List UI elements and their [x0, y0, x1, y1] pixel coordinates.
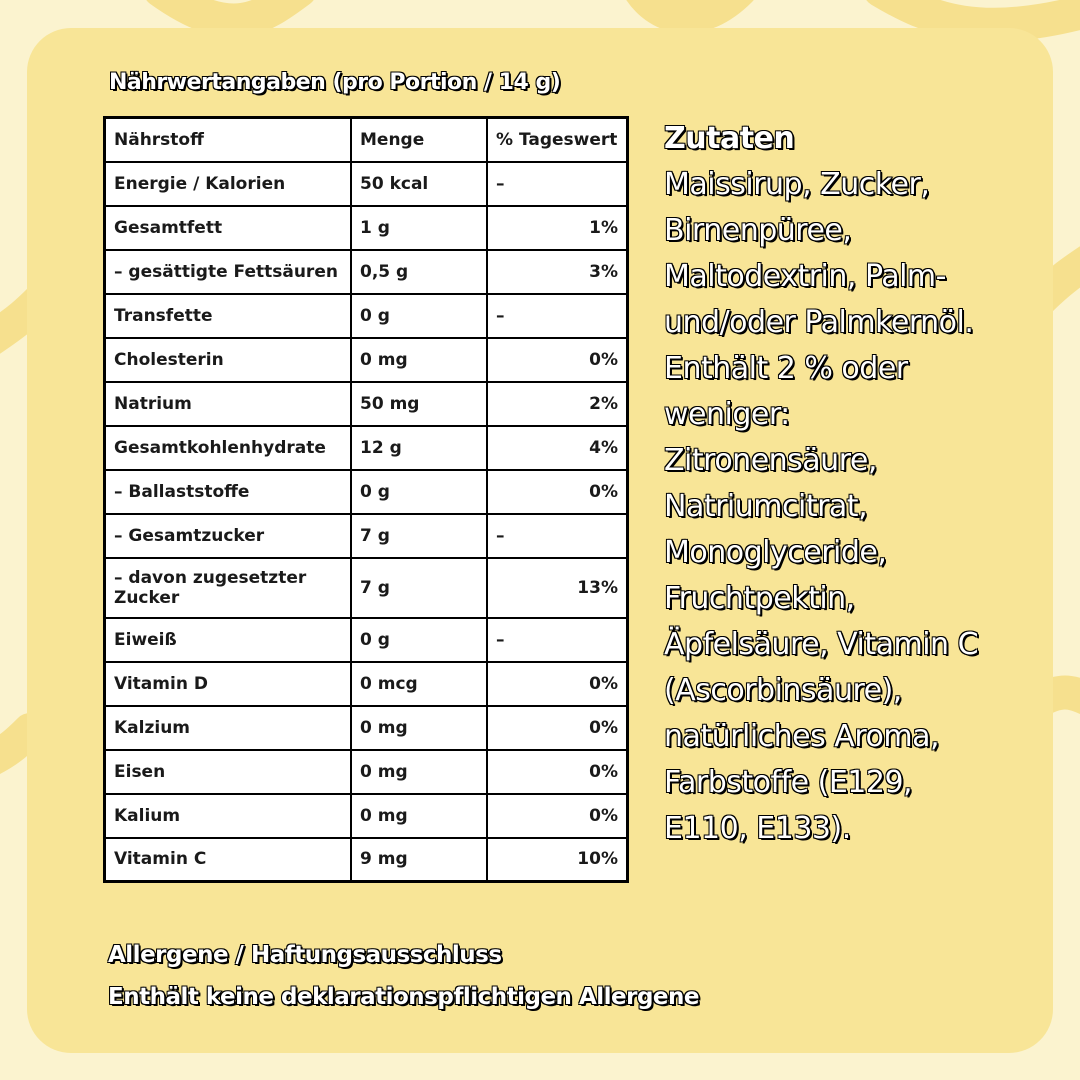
allergen-heading: Allergene / Haftungsausschluss — [108, 942, 502, 968]
ingredients-heading: Zutaten — [664, 121, 795, 156]
nutrient-cell: Kalium — [105, 794, 352, 838]
table-row — [105, 794, 628, 838]
amount-cell: 0 mg — [351, 338, 487, 382]
nutrient-cell: Eiweiß — [105, 618, 352, 662]
daily-value-cell: 0% — [487, 706, 628, 750]
nutrient-cell: Cholesterin — [105, 338, 352, 382]
daily-value-cell: – — [487, 294, 628, 338]
amount-cell: 0 g — [351, 294, 487, 338]
nutrient-cell: – davon zugesetzter Zucker — [105, 558, 352, 618]
nutrient-cell: Kalzium — [105, 706, 352, 750]
amount-cell: 12 g — [351, 426, 487, 470]
amount-cell: 0 mcg — [351, 662, 487, 706]
daily-value-cell: 2% — [487, 382, 628, 426]
allergen-text: Enthält keine deklarationspflichtigen Allergene — [108, 984, 699, 1010]
allergen-section — [108, 934, 908, 1018]
amount-cell: 0,5 g — [351, 250, 487, 294]
table-row — [105, 558, 628, 618]
daily-value-cell: 1% — [487, 206, 628, 250]
amount-cell: 0 g — [351, 618, 487, 662]
table-row — [105, 514, 628, 558]
nutrient-cell: Gesamtfett — [105, 206, 352, 250]
amount-cell: 0 mg — [351, 794, 487, 838]
amount-cell: 0 mg — [351, 750, 487, 794]
nutrient-cell: – Gesamtzucker — [105, 514, 352, 558]
table-row — [105, 382, 628, 426]
amount-cell: 50 mg — [351, 382, 487, 426]
nutrient-cell: – Ballaststoffe — [105, 470, 352, 514]
amount-cell: 1 g — [351, 206, 487, 250]
daily-value-cell: 0% — [487, 338, 628, 382]
table-row — [105, 206, 628, 250]
nutrient-cell: Vitamin C — [105, 838, 352, 882]
nutrient-cell: Transfette — [105, 294, 352, 338]
daily-value-cell: 4% — [487, 426, 628, 470]
nutrient-cell: Gesamtkohlenhydrate — [105, 426, 352, 470]
daily-value-cell: 13% — [487, 558, 628, 618]
nutrient-cell: – gesättigte Fettsäuren — [105, 250, 352, 294]
daily-value-cell: 0% — [487, 662, 628, 706]
table-row — [105, 662, 628, 706]
amount-cell: 0 g — [351, 470, 487, 514]
nutrient-cell: Vitamin D — [105, 662, 352, 706]
table-row — [105, 838, 628, 882]
amount-cell: 9 mg — [351, 838, 487, 882]
header-nutrient: Nährstoff — [105, 118, 352, 162]
ingredients-section — [664, 116, 1034, 852]
table-row — [105, 294, 628, 338]
table-row — [105, 250, 628, 294]
nutrient-cell: Eisen — [105, 750, 352, 794]
nutrient-cell: Natrium — [105, 382, 352, 426]
daily-value-cell: 0% — [487, 750, 628, 794]
amount-cell: 7 g — [351, 558, 487, 618]
table-row — [105, 618, 628, 662]
table-row — [105, 470, 628, 514]
amount-cell: 50 kcal — [351, 162, 487, 206]
daily-value-cell: – — [487, 162, 628, 206]
amount-cell: 0 mg — [351, 706, 487, 750]
table-row — [105, 706, 628, 750]
daily-value-cell: – — [487, 514, 628, 558]
daily-value-cell: 10% — [487, 838, 628, 882]
daily-value-cell: 0% — [487, 470, 628, 514]
daily-value-cell: 3% — [487, 250, 628, 294]
daily-value-cell: 0% — [487, 794, 628, 838]
ingredients-text: Maissirup, Zucker, Birnenpüree, Maltodextrin, Palm- und/oder Palmkernöl. Enthält 2 % oder weniger: Zitronensäure, Natriumcitrat, Monoglyceride, Fruchtpektin, Äpfelsäure, Vitamin C (Ascorbinsäure), natürliches Aroma, Farbstoffe (E129, E110, E133). — [664, 167, 979, 846]
table-row — [105, 750, 628, 794]
table-row — [105, 426, 628, 470]
nutrition-table — [103, 116, 629, 883]
header-amount: Menge — [351, 118, 487, 162]
daily-value-cell: – — [487, 618, 628, 662]
nutrient-cell: Energie / Kalorien — [105, 162, 352, 206]
table-row — [105, 162, 628, 206]
table-header-row — [105, 118, 628, 162]
table-row — [105, 338, 628, 382]
amount-cell: 7 g — [351, 514, 487, 558]
nutrition-table-title: Nährwertangaben (pro Portion / 14 g) — [109, 70, 561, 95]
header-daily-value: % Tageswert — [487, 118, 628, 162]
